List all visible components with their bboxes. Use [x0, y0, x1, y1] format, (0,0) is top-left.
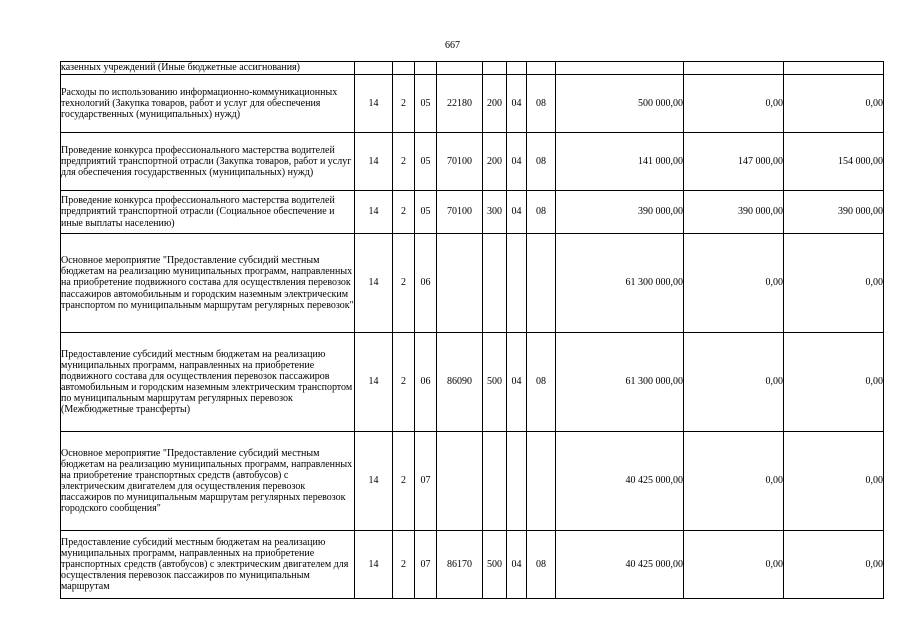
amount-year1-cell: 390 000,00 [556, 191, 684, 234]
code-direction-cell [437, 432, 483, 531]
code-direction-cell [437, 234, 483, 333]
table-row [61, 62, 884, 75]
code-expense-type-cell: 200 [483, 133, 507, 191]
code-subsection-cell: 08 [527, 531, 556, 599]
amount-year1-cell: 141 000,00 [556, 133, 684, 191]
code-gp-cell: 14 [355, 531, 393, 599]
code-gp-cell: 14 [355, 191, 393, 234]
page-number: 667 [445, 40, 460, 51]
table-row [61, 432, 884, 531]
amount-year1-cell: 61 300 000,00 [556, 333, 684, 432]
code-direction-cell: 22180 [437, 75, 483, 133]
code-gp-cell: 14 [355, 75, 393, 133]
amount-year3-cell: 390 000,00 [784, 191, 884, 234]
code-gp-cell [355, 62, 393, 75]
table-row [61, 133, 884, 191]
code-gp-cell: 14 [355, 133, 393, 191]
code-sub-cell: 2 [393, 531, 415, 599]
code-expense-type-cell: 200 [483, 75, 507, 133]
code-subsection-cell: 08 [527, 75, 556, 133]
code-gp-cell: 14 [355, 234, 393, 333]
code-gp-cell: 14 [355, 333, 393, 432]
code-expense-type-cell [483, 62, 507, 75]
amount-year1-cell: 40 425 000,00 [556, 531, 684, 599]
amount-year3-cell: 0,00 [784, 432, 884, 531]
code-sub-cell [393, 62, 415, 75]
code-subsection-cell [527, 62, 556, 75]
amount-year2-cell: 0,00 [684, 75, 784, 133]
code-section-cell: 04 [507, 333, 527, 432]
code-sub-cell: 2 [393, 75, 415, 133]
amount-year2-cell [684, 62, 784, 75]
code-sub-cell: 2 [393, 191, 415, 234]
code-expense-type-cell: 300 [483, 191, 507, 234]
code-sub-cell: 2 [393, 333, 415, 432]
code-sub-cell: 2 [393, 432, 415, 531]
table-row [61, 191, 884, 234]
amount-year2-cell: 390 000,00 [684, 191, 784, 234]
code-direction-cell: 86090 [437, 333, 483, 432]
amount-year2-cell: 147 000,00 [684, 133, 784, 191]
table-row [61, 75, 884, 133]
code-section-cell [507, 432, 527, 531]
code-expense-type-cell [483, 432, 507, 531]
code-om-cell: 06 [415, 333, 437, 432]
code-om-cell: 05 [415, 75, 437, 133]
code-expense-type-cell: 500 [483, 531, 507, 599]
code-direction-cell: 70100 [437, 191, 483, 234]
amount-year2-cell: 0,00 [684, 432, 784, 531]
amount-year3-cell [784, 62, 884, 75]
code-subsection-cell [527, 432, 556, 531]
code-subsection-cell [527, 234, 556, 333]
code-subsection-cell: 08 [527, 333, 556, 432]
amount-year3-cell: 154 000,00 [784, 133, 884, 191]
code-section-cell [507, 234, 527, 333]
code-gp-cell: 14 [355, 432, 393, 531]
code-direction-cell: 86170 [437, 531, 483, 599]
amount-year3-cell: 0,00 [784, 333, 884, 432]
row-name-cell: Основное мероприятие "Предоставление субсидий местным бюджетам на реализацию муниципальных программ, направленных на приобретение подвижного состава для осуществления перевозок пассажиров автомобильным и городским наземным электрическим транспортом по муниципальным маршрутам регулярных перевозок" [61, 234, 355, 333]
amount-year1-cell: 61 300 000,00 [556, 234, 684, 333]
code-om-cell: 07 [415, 432, 437, 531]
row-name-cell: Предоставление субсидий местным бюджетам на реализацию муниципальных программ, направленных на приобретение подвижного состава для осуществления перевозок пассажиров автомобильным и городским наземным электрическим транспортом по муниципальным маршрутам регулярных перевозок (Межбюджетные трансферты) [61, 333, 355, 432]
amount-year2-cell: 0,00 [684, 531, 784, 599]
code-om-cell: 07 [415, 531, 437, 599]
code-om-cell [415, 62, 437, 75]
code-om-cell: 05 [415, 191, 437, 234]
code-section-cell: 04 [507, 133, 527, 191]
code-sub-cell: 2 [393, 133, 415, 191]
amount-year3-cell: 0,00 [784, 531, 884, 599]
code-section-cell [507, 62, 527, 75]
table-row [61, 531, 884, 599]
row-name-cell: Предоставление субсидий местным бюджетам на реализацию муниципальных программ, направленных на приобретение транспортных средств (автобусов) с электрическим двигателем для осуществления перевозок пассажиров по муниципальным маршрутам [61, 531, 355, 599]
code-subsection-cell: 08 [527, 133, 556, 191]
code-subsection-cell: 08 [527, 191, 556, 234]
table-row [61, 333, 884, 432]
amount-year1-cell: 40 425 000,00 [556, 432, 684, 531]
code-expense-type-cell: 500 [483, 333, 507, 432]
row-name-cell: Основное мероприятие "Предоставление субсидий местным бюджетам на реализацию муниципальных программ, направленных на приобретение транспортных средств (автобусов) с электрическим двигателем для осуществления перевозок пассажиров по муниципальным маршрутам регулярных перевозок городского сообщения" [61, 432, 355, 531]
code-expense-type-cell [483, 234, 507, 333]
amount-year3-cell: 0,00 [784, 75, 884, 133]
row-name-cell: Проведение конкурса профессионального мастерства водителей предприятий транспортной отрасли (Закупка товаров, работ и услуг для обеспечения государственных (муниципальных) нужд) [61, 133, 355, 191]
row-name-cell: казенных учреждений (Иные бюджетные ассигнования) [61, 62, 355, 75]
code-direction-cell [437, 62, 483, 75]
amount-year1-cell [556, 62, 684, 75]
code-direction-cell: 70100 [437, 133, 483, 191]
row-name-cell: Расходы по использованию информационно-коммуникационных технологий (Закупка товаров, работ и услуг для обеспечения государственных (муниципальных) нужд) [61, 75, 355, 133]
amount-year1-cell: 500 000,00 [556, 75, 684, 133]
amount-year3-cell: 0,00 [784, 234, 884, 333]
budget-table [60, 61, 884, 599]
amount-year2-cell: 0,00 [684, 333, 784, 432]
code-om-cell: 06 [415, 234, 437, 333]
code-om-cell: 05 [415, 133, 437, 191]
code-section-cell: 04 [507, 531, 527, 599]
code-sub-cell: 2 [393, 234, 415, 333]
code-section-cell: 04 [507, 191, 527, 234]
row-name-cell: Проведение конкурса профессионального мастерства водителей предприятий транспортной отрасли (Социальное обеспечение и иные выплаты населению) [61, 191, 355, 234]
amount-year2-cell: 0,00 [684, 234, 784, 333]
code-section-cell: 04 [507, 75, 527, 133]
table-row [61, 234, 884, 333]
